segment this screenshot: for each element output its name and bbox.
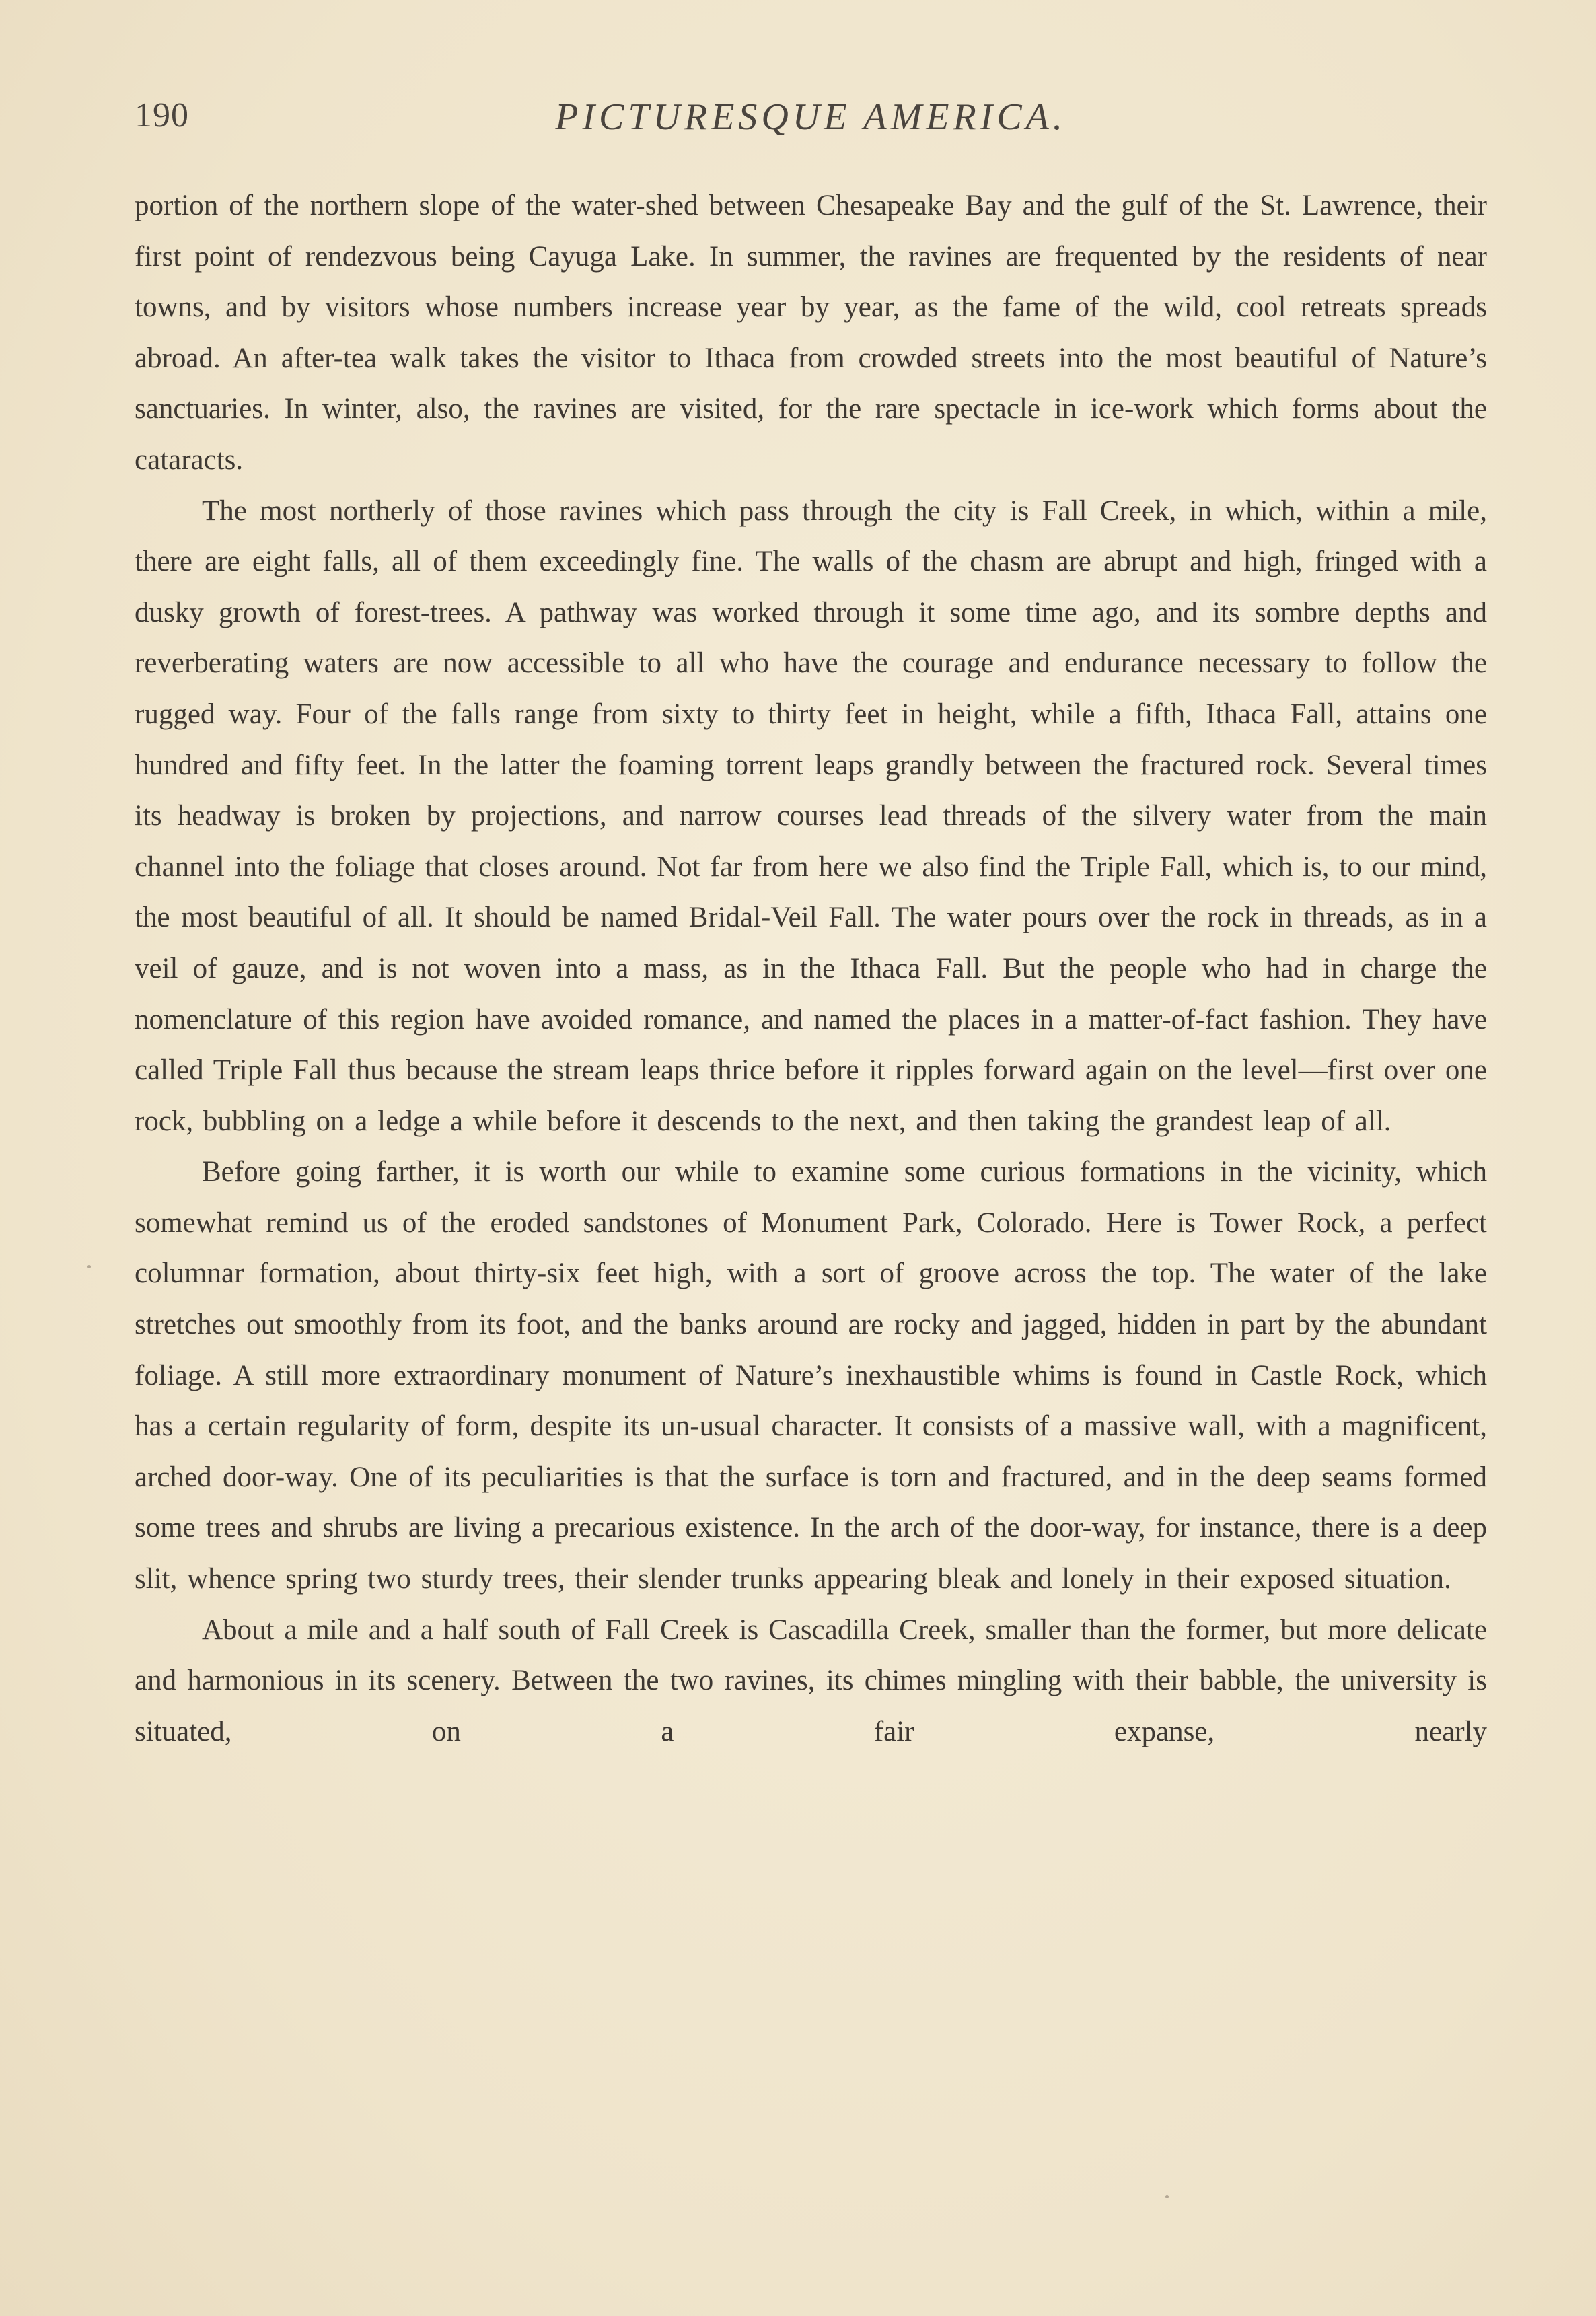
paper-speck [1165,2195,1169,2198]
paper-speck [87,1265,91,1268]
page-header [135,96,1487,149]
paragraph-2: The most northerly of those ravines which pass through the city is Fall Creek, in which, within a mile, there are eight falls, all of them exceedingly fine. The walls of the chasm are abrupt and high, fringed with a dusky growth of forest-trees. A pathway was worked through it some time ago, and its sombre depths and reverberating waters are now accessible to all who have the courage and endurance necessary to follow the rugged way. Four of the falls range from sixty to thirty feet in height, while a fifth, Ithaca Fall, attains one hundred and fifty feet. In the latter the foaming torrent leaps grandly between the fractured rock. Several times its headway is broken by projections, and narrow courses lead threads of the silvery water from the main channel into the foliage that closes around. Not far from here we also find the Triple Fall, which is, to our mind, the most beautiful of all. It should be named Bridal-Veil Fall. The water pours over the rock in threads, as in a veil of gauze, and is not woven into a mass, as in the Ithaca Fall. But the people who had in charge the nomenclature of this region have avoided romance, and named the places in a matter-of-fact fashion. They have called Triple Fall thus because the stream leaps thrice before it ripples forward again on the level—first over one rock, bubbling on a ledge a while before it descends to the next, and then taking the grandest leap of all. [135,495,1487,1137]
running-title: PICTURESQUE AMERICA. [555,96,1066,138]
paragraph-1: portion of the northern slope of the water-shed between Chesapeake Bay and the gulf of the St. Lawrence, their first point of rendezvous being Cayuga Lake. In summer, the ravines are frequented by the residents of near towns, and by visitors whose numbers increase year by year, as the fame of the wild, cool retreats spreads abroad. An after-tea walk takes the visitor to Ithaca from crowded streets into the most beautiful of Nature’s sanctuaries. In winter, also, the ravines are visited, for the rare spectacle in ice-work which forms about the cataracts. [135,190,1487,476]
paragraph-4: About a mile and a half south of Fall Creek is Cascadilla Creek, smaller than the former, but more delicate and harmonious in its scenery. Between the two ravines, its chimes mingling with their babble, the university is situated, on a fair expanse, nearly [135,1614,1487,1747]
page-number: 190 [135,96,189,135]
paragraph-3: Before going farther, it is worth our while to examine some curious formations in the vicinity, which somewhat remind us of the eroded sandstones of Monument Park, Colorado. Here is Tower Rock, a perfect columnar formation, about thirty-six feet high, with a sort of groove across the top. The water of the lake stretches out smoothly from its foot, and the banks around are rocky and jagged, hidden in part by the abundant foliage. A still more extraordinary monument of Nature’s inexhaustible whims is found in Castle Rock, which has a certain regularity of form, despite its un-usual character. It consists of a massive wall, with a magnificent, arched door-way. One of its peculiarities is that the surface is torn and fractured, and in the deep seams formed some trees and shrubs are living a precarious existence. In the arch of the door-way, for instance, there is a deep slit, whence spring two sturdy trees, their slender trunks appearing bleak and lonely in their exposed situation. [135,1156,1487,1595]
body-text [135,180,1487,1757]
